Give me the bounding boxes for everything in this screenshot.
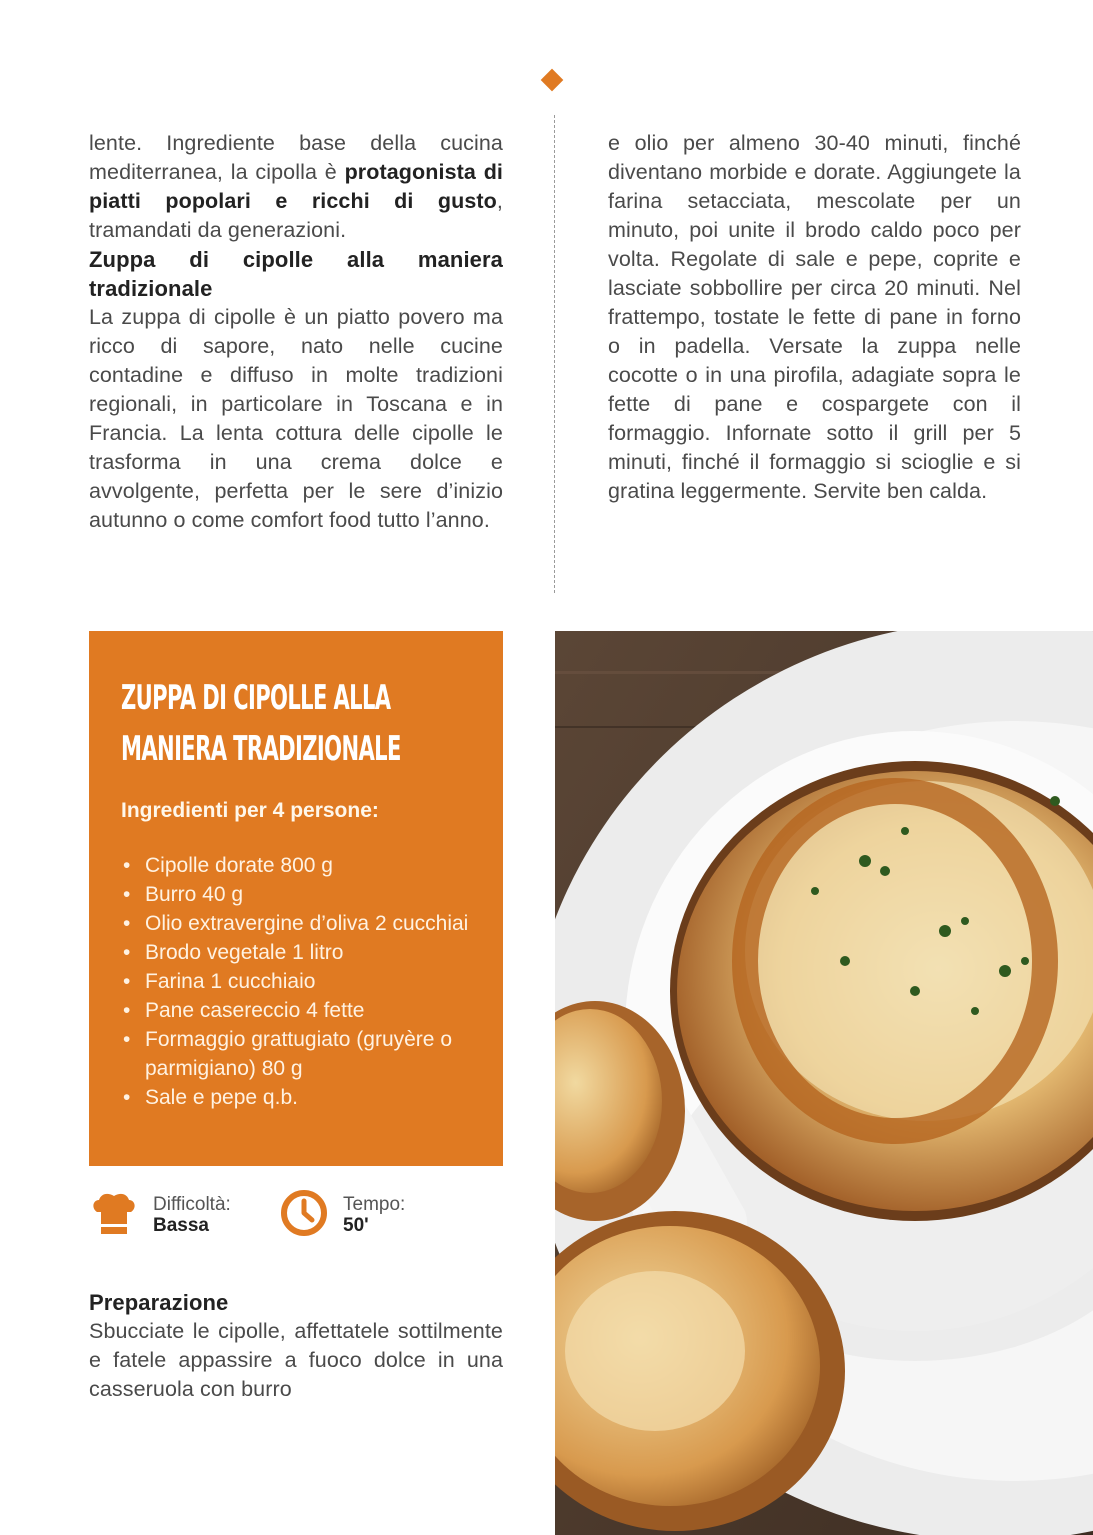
soup-photo	[555, 631, 1093, 1535]
section-body: La zuppa di cipolle è un piatto povero ma ricco di sapore, nato nelle cucine contadine e diffuso in molte tradizioni regionali, in particolare in Toscana e in Francia. La lenta cottura delle cipolle le trasforma in una crema dolce e avvolgente, perfetta per le sere d’inizio autunno o come comfort food tutto l’anno.	[89, 305, 503, 532]
ingredient-item: • Olio extravergine d’oliva 2 cucchiai	[121, 909, 481, 938]
ingredient-item: • Formaggio grattugiato (gruyère o parmigiano) 80 g	[121, 1025, 481, 1083]
diamond-icon	[541, 69, 564, 92]
ingredient-item: • Cipolle dorate 800 g	[121, 851, 481, 880]
recipe-title-line-2: MANIERA TRADIZIONALE	[121, 729, 401, 769]
column-divider	[554, 115, 555, 593]
time-info	[279, 1188, 405, 1244]
preparation	[89, 1288, 503, 1404]
section-heading: Zuppa di cipolle alla maniera tradizionale	[89, 247, 503, 301]
difficulty-info	[89, 1188, 231, 1244]
ingredient-item: • Sale e pepe q.b.	[121, 1083, 481, 1112]
chef-hat-icon	[89, 1188, 139, 1238]
ingredients-heading: Ingredienti per 4 persone:	[121, 799, 379, 822]
difficulty-label: Difficoltà:	[153, 1194, 231, 1215]
ingredient-item: • Farina 1 cucchiaio	[121, 967, 481, 996]
left-column	[89, 129, 503, 535]
difficulty-value: Bassa	[153, 1215, 209, 1236]
continuation-paragraph: e olio per almeno 30-40 minuti, finché diventano morbide e dorate. Aggiungete la farina setacciata, mescolate per un minuto, poi unite il brodo caldo poco per volta. Regolate di sale e pepe, coprite e lasciate sobbollire per circa 20 minuti. Nel frattempo, tostate le fette di pane in forno o in padella. Versate la zuppa nelle cocotte o in una pirofila, adagiate sopra le fette di pane e cospargete con il formaggio. Infornate sotto il grill per 5 minuti, finché il formaggio si scioglie e si gratina leggermente. Servite ben calda.	[608, 131, 1021, 503]
recipe-title-line-1: ZUPPA DI CIPOLLE ALLA	[121, 678, 391, 718]
clock-icon	[279, 1188, 329, 1238]
preparation-heading: Preparazione	[89, 1290, 229, 1315]
time-label: Tempo:	[343, 1194, 406, 1215]
recipe-card	[89, 631, 503, 1166]
intro-highlight: protagonista di piatti popolari e ricchi di gusto	[89, 160, 504, 213]
ingredient-item: • Brodo vegetale 1 litro	[121, 938, 481, 967]
preparation-body: Sbucciate le cipolle, affettatele sottilmente e fatele appassire a fuoco dolce in una casseruola con burro	[89, 1319, 503, 1401]
ingredient-item: • Burro 40 g	[121, 880, 481, 909]
intro-text-end: , tramandati da generazioni.	[89, 189, 503, 242]
intro-text-start: lente. Ingrediente base della cucina mediterranea, la cipolla è	[89, 131, 503, 184]
soup-illustration	[555, 631, 1093, 1535]
ingredient-item: • Pane casereccio 4 fette	[121, 996, 481, 1025]
intro-paragraph	[89, 129, 503, 245]
ingredients-list	[121, 851, 481, 1112]
recipe-title	[121, 673, 401, 775]
right-column	[608, 129, 1021, 506]
time-value: 50'	[343, 1215, 369, 1236]
